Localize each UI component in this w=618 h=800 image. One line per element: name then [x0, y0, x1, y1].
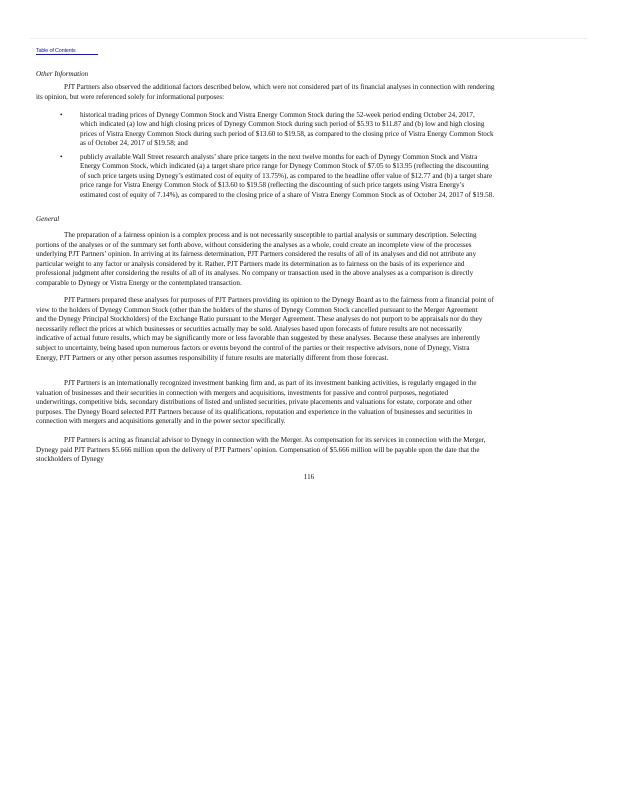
text-line: historical trading prices of Dynegy Common Stock and Vistra Energy Common Stock during the 52-week period ending October 24, 2017, [80, 111, 475, 119]
text-line: valuation of businesses and their securities in connection with mergers and acquisitions, investments for passive and control purposes, negotiated [36, 388, 449, 397]
heading-general: General [36, 215, 60, 223]
text-line: underlying PJT Partners’ opinion. In arriving at its fairness determination, PJT Partners considered the results of all of its analyses and did not attribute any [36, 250, 477, 259]
text-line: necessarily reflect the prices at which businesses or securities actually may be sold. Analyses based upon forecasts of future results are not necessarily [36, 324, 463, 333]
text-line: portions of the analyses or of the summary set forth above, without considering the analyses as a whole, could create an incomplete view of the processes [36, 240, 472, 249]
paragraph-compensation [36, 436, 486, 465]
text-line: underwritings, competitive bids, secondary distributions of listed and unlisted securities, private placements and valuations for estate, corporate and other [36, 398, 472, 407]
text-line: stockholders of Dynegy [36, 455, 104, 464]
text-line: of such price targets using Dynegy’s estimated cost of equity of 13.75%), as compared to the headline offer value of $12.77 and (b) a target share [80, 171, 493, 180]
text-line: Energy Common Stock, which indicated (a) a target share price range for Dynegy Common Stock of $7.05 to $13.95 (reflecting the discounting [80, 162, 489, 171]
text-line: as of October 24, 2017 of $19.58; and [80, 139, 188, 148]
text-line: The preparation of a fairness opinion is a complex process and is not necessarily susceptible to partial analysis or summary description. Selecting [64, 231, 477, 239]
paragraph-pjt-qualifications [36, 379, 477, 427]
text-line: PJT Partners is an internationally recognized investment banking firm and, as part of its investment banking activities, is regularly engaged in the [64, 379, 477, 387]
text-line: and the Dynegy Principal Stockholders) of the Exchange Ratio pursuant to the Merger Agreement. These analyses do not purport to be appraisals nor do they [36, 315, 483, 324]
text-line: prices of Vistra Energy Common Stock during such period of $13.60 to $19.58, as compared to the closing price of Vistra Energy Common Stock [80, 129, 494, 138]
text-line: PJT Partners prepared these analyses for purposes of PJT Partners providing its opinion to the Dynegy Board as to the fairness from a financial point of [64, 296, 494, 304]
bullet-item-historical-prices [80, 111, 494, 149]
text-line: PJT Partners is acting as financial advisor to Dynegy in connection with the Merger. As compensation for its services in connection with the Merger, [64, 436, 486, 444]
paragraph-fairness-opinion [36, 231, 477, 289]
page-top-divider [30, 38, 588, 39]
text-line: PJT Partners also observed the additional factors described below, which were not considered part of its financial analyses in connection with rendering [64, 83, 495, 91]
text-line: estimated cost of equity of 7.14%), as compared to the closing price of a share of Vistra Energy Common Stock as of October 24, 2017 of $19.58. [80, 190, 495, 199]
text-line: connection with mergers and acquisitions generally and in the power sector specifically. [36, 417, 286, 426]
text-line: view to the holders of Dynegy Common Stock (other than the holders of the shares of Dynegy Common Stock cancelled pursuant to the Merger Agreement [36, 305, 478, 314]
bullet-marker: • [60, 153, 63, 161]
text-line: Dynegy paid PJT Partners $5.666 million upon the delivery of PJT Partners’ opinion. Compensation of $5.666 million will be payable upon the date that the [36, 445, 480, 454]
bullet-item-analyst-targets [80, 153, 494, 200]
text-line: particular weight to any factor or analysis considered by it. Rather, PJT Partners made its determination as to fairness on the basis of its experience and [36, 259, 465, 268]
text-line: subject to uncertainty, being based upon numerous factors or events beyond the control of the parties or their respective advisors, none of Dynegy, Vistra [36, 343, 470, 352]
text-line: indicative of actual future results, which may be significantly more or less favorable than suggested by these analyses. Because these analyses are inherently [36, 334, 480, 343]
text-line: purposes. The Dynegy Board selected PJT Partners because of its qualifications, reputation and experience in the valuation of businesses and securities in [36, 407, 473, 416]
paragraph-intro [36, 83, 494, 102]
bullet-marker: • [60, 111, 63, 119]
paragraph-analyses-purpose [36, 296, 494, 363]
text-line: comparable to Dynegy or Vistra Energy or the contemplated transaction. [36, 278, 242, 287]
text-line: its opinion, but were referenced solely for informational purposes: [36, 92, 225, 101]
text-line: publicly available Wall Street research analysts’ share price targets in the next twelve months for each of Dynegy Common Stock and Vistra [80, 153, 478, 161]
heading-other-information: Other Information [36, 70, 89, 78]
text-line: which indicated (a) low and high closing prices of Dynegy Common Stock during such period of $5.93 to $11.87 and (b) low and high closing [80, 120, 485, 129]
text-line: professional judgment after considering the results of all of its analyses. No company or transaction used in the above analyses as a comparison is directly [36, 269, 474, 278]
text-line: Energy, PJT Partners or any other person assumes responsibility if future results are materially different from those forecast. [36, 353, 389, 362]
page-number: 116 [303, 473, 315, 481]
table-of-contents-link[interactable]: Table of Contents [36, 48, 98, 55]
text-line: price range for Vistra Energy Common Stock of $13.60 to $19.58 (reflecting the discounting of such price targets using Vistra Energy’s [80, 181, 465, 190]
